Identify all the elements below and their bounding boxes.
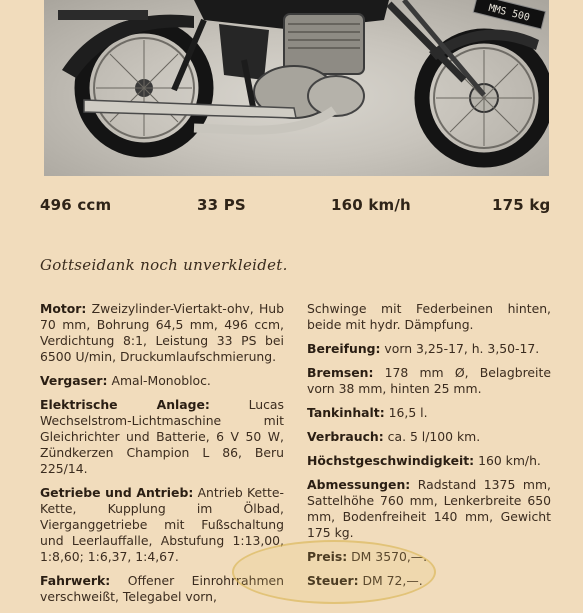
- spec-label: Getriebe und Antrieb:: [40, 485, 194, 500]
- photo-caption: Gottseidank noch unverkleidet.: [40, 256, 288, 274]
- ink-stamp: [232, 540, 436, 604]
- spec-label: Verbrauch:: [307, 429, 384, 444]
- spec-text: Offener Einrohrrahmen verschweißt, Telegabel vorn,: [40, 573, 284, 604]
- spec-text: Lucas Wechselstrom-Lichtmaschine mit Gleichrichter und Batterie, 6 V 50 W, Zündkerzen Champion L 86, Beru 225/14.: [40, 397, 284, 476]
- spec-label: Tankinhalt:: [307, 405, 385, 420]
- spec-text: Radstand 1375 mm, Sattelhöhe 760 mm, Lenkerbreite 650 mm, Bodenfreiheit 140 mm, Gewicht 175 kg.: [307, 477, 551, 540]
- spec-section: [307, 429, 551, 445]
- spec-section: [40, 485, 284, 565]
- spec-label: Bremsen:: [307, 365, 374, 380]
- stat-top-speed: 160 km/h: [331, 196, 411, 214]
- spec-section: [307, 301, 551, 333]
- motorcycle-photo: [44, 0, 549, 176]
- spec-label: Fahrwerk:: [40, 573, 111, 588]
- spec-section: [40, 301, 284, 365]
- spec-label: Vergaser:: [40, 373, 108, 388]
- spec-text: ca. 5 l/100 km.: [387, 429, 481, 444]
- stat-displacement: 496 ccm: [40, 196, 112, 214]
- spec-summary: [0, 196, 583, 218]
- spec-label: Preis:: [307, 549, 348, 564]
- spec-text: DM 3570,—.: [351, 549, 428, 564]
- stat-weight: 175 kg: [492, 196, 551, 214]
- spec-label: Motor:: [40, 301, 87, 316]
- spec-section: [307, 405, 551, 421]
- spec-section: [307, 365, 551, 397]
- number-plate-text: MMS 500: [487, 2, 531, 24]
- spec-text: Antrieb Kette-Kette, Kupplung im Ölbad, Vierganggetriebe mit Fußschaltung und Leerlauffalle, Abstufung 1:13,00, 1:8,60; 1:6,37, 1:4,67.: [40, 485, 284, 564]
- spec-label: Bereifung:: [307, 341, 381, 356]
- spec-section: [307, 477, 551, 541]
- spec-section: [40, 373, 284, 389]
- spec-label: Elektrische Anlage:: [40, 397, 210, 412]
- spec-text: Schwinge mit Federbeinen hinten, beide mit hydr. Dämpfung.: [307, 301, 551, 332]
- spec-section: [40, 397, 284, 477]
- spec-text: vorn 3,25-17, h. 3,50-17.: [384, 341, 540, 356]
- spec-label: Höchstgeschwindigkeit:: [307, 453, 475, 468]
- spec-text: Amal-Monobloc.: [111, 373, 211, 388]
- spec-text: 178 mm Ø, Belagbreite vorn 38 mm, hinten 25 mm.: [307, 365, 551, 396]
- motorcycle-illustration: [44, 0, 549, 176]
- spec-text: 16,5 l.: [388, 405, 428, 420]
- spec-section: [307, 341, 551, 357]
- stat-power: 33 PS: [197, 196, 246, 214]
- spec-text: DM 72,—.: [362, 573, 423, 588]
- spec-label: Abmessungen:: [307, 477, 411, 492]
- spec-label: Steuer:: [307, 573, 359, 588]
- spec-text: Zweizylinder-Viertakt-ohv, Hub 70 mm, Bohrung 64,5 mm, 496 ccm, Verdichtung 8:1, Leistung 33 PS bei 6500 U/min, Druckumlaufschmierung.: [40, 301, 284, 364]
- spec-text: 160 km/h.: [478, 453, 541, 468]
- spec-section: [307, 453, 551, 469]
